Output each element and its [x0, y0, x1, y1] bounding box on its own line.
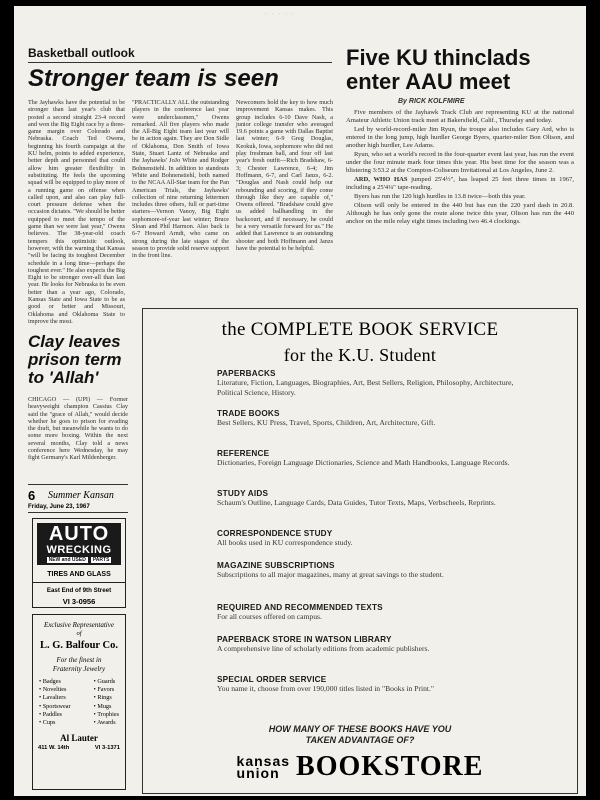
page-number: 6 [28, 488, 36, 503]
logo-union: union [236, 765, 280, 781]
bookstore-section-heading: REQUIRED AND RECOMMENDED TEXTS [217, 603, 383, 612]
bookstore-sections [217, 369, 537, 715]
balfour-item: • Lavaliers [39, 694, 66, 702]
bookstore-section-heading: STUDY AIDS [217, 489, 269, 498]
auto-line2: WRECKING [46, 544, 112, 556]
headline-clay: Clay leaves prison term to 'Allah' [28, 332, 122, 387]
bookstore-question [143, 724, 577, 746]
divider [28, 512, 128, 513]
auto-tag-row [37, 557, 121, 563]
kansas-union-mark [237, 755, 290, 779]
bookstore-section [217, 603, 537, 635]
thinclads-paragraph: jumped 25'4½", has leaped 25 feet three times in 1967, including a 25'4¼" tape-reading. [346, 176, 574, 191]
thinclads-article [346, 109, 574, 299]
bookstore-section-heading: PAPERBACKS [217, 369, 276, 378]
newspaper-page [14, 6, 586, 796]
divider [28, 62, 332, 63]
bookstore-section [217, 675, 537, 715]
bookstore-section-desc: Literature, Fiction, Languages, Biographies, Art, Best Sellers, Religion, Philosophy, Architecture, Political Science, History. [217, 378, 514, 397]
balfour-name: L. G. Balfour Co. [40, 640, 118, 651]
auto-line1: AUTO [48, 523, 110, 545]
paper-name: Summer Kansan [48, 490, 114, 501]
bookstore-section-desc: Subscriptions to all major magazines, many at great savings to the student. [217, 570, 444, 579]
byline: By RICK KOLFMIRE [398, 98, 465, 105]
balfour-item: • Cups [39, 719, 56, 727]
bookstore-section-heading: MAGAZINE SUBSCRIPTIONS [217, 561, 335, 570]
bookstore-section [217, 369, 537, 409]
bookstore-section-heading: CORRESPONDENCE STUDY [217, 529, 333, 538]
bookstore-section-heading: TRADE BOOKS [217, 409, 280, 418]
balfour-item: • Rings [93, 694, 112, 702]
thinclads-paragraph: Byers has run the 120 high hurdles in 13.8 twice—both this year. [354, 193, 526, 200]
bookstore-section [217, 489, 537, 529]
divider [28, 484, 128, 485]
balfour-item: • Mugs [93, 702, 112, 710]
balfour-items [33, 673, 125, 727]
auto-tires: TIRES AND GLASS [47, 571, 111, 578]
section-label-basketball: Basketball outlook [28, 46, 135, 60]
auto-phone: VI 3-0956 [62, 597, 96, 606]
article-column-1: The Jayhawks have the potential to be stronger than last year's club that posted a second straight 23-4 record and won the Big Eight race by a three-game margin over Colorado and Nebraska. Coach Ted Owens, beginning his fourth campaign at the KU helm, points to added experience, better depth and personnel that could allow him greater flexibility in substituting. He feels the upcoming squad will be equipped to play more of a running game on offense when called upon, and also can play full-court pressure defense when the occasion dictates. "We should be better equipped to meet the tempo of the game than we were last year," Owens believes. The 38-year-old coach tempers this optimistic outlook, however, with the warning that Kansas "will be facing its toughest December schedule in a long time—perhaps the toughest ever." He also expects the Big Eight to be stronger over-all than last year. He looks for Nebraska to be even better than a year ago, Colorado, Kansas State and Iowa State to be as good or better and Missouri, Oklahoma and Oklahoma State to improve the most. [28, 99, 125, 325]
bookstore-title-1: the COMPLETE BOOK SERVICE [221, 319, 499, 340]
bookstore-section [217, 529, 537, 561]
paragraph-lead: ARD, WHO HAS [354, 176, 408, 183]
headline-thinclads: Five KU thinclads enter AAU meet [346, 45, 531, 94]
bookstore-section [217, 409, 537, 449]
bookstore-section-desc: A comprehensive line of scholarly editions from academic publishers. [217, 644, 430, 653]
balfour-finest-2: Fraternity Jewelry [52, 665, 106, 673]
clay-article: CHICAGO — (UPI) — Former heavyweight champion Cassius Clay said the "grace of Allah," would decide whether he goes to prison for evading the draft, but meanwhile he wants to do some more boxing. Within the next several months, Clay told a news conference here Wednesday, he may fight Germany's Karl Mildenberger. [28, 396, 128, 462]
bookstore-section-desc: For all courses offered on campus. [217, 612, 322, 621]
balfour-finest-1: For the finest in [56, 656, 102, 664]
bookstore-section [217, 449, 537, 489]
bookstore-section-heading: REFERENCE [217, 449, 270, 458]
thinclads-paragraph: Ryun, who set a world's record in the four-quarter event last year, has run the event under the four minute mark four times this year. His best time for the season was a blistering 3:53.2 at the Compton-Coliseum Invitational at Los Angeles, June 2. [346, 151, 574, 174]
bookstore-title-2: for the K.U. Student [283, 345, 437, 365]
bookstore-section-desc: All books used in KU correspondence study. [217, 538, 353, 547]
bookstore-question-2: TAKEN ADVANTAGE OF? [305, 735, 415, 745]
bookstore-section [217, 635, 537, 675]
thinclads-paragraph: Five members of the Jayhawk Track Club are representing KU at the national Amateur Athletic Union track meet at Bakersfield, Calif., Thursday and today. [346, 109, 574, 124]
balfour-item: • Badges [39, 678, 61, 685]
bookstore-section [217, 561, 537, 603]
article-column-3: Newcomers hold the key to how much improvement Kansas makes. This group includes 6-10 Dave Nash, a junior college transfer who averaged 19.6 points a game with Dallas Baptist last winter; 6-9 Greg Douglas, Keokuk, Iowa, sophomore who did not play freshman ball, and four off last year's fresh outfit—Rich Bradshaw, 6-3; Chester Lawrence, 6-4; Jim Hoffmann, 6-7, and Carl Janzs, 6-2. "Douglas and Nash could help our rebounding and scoring, if they come through like they are capable of," Owens offered. "Bradshaw could give us added ballhandling in the backcourt, and if necessary, he could be a very versatile forward for us." He added that Lawrence is an outstanding shooter and both Hoffmann and Janzs have the potential to be helpful. [236, 99, 333, 252]
thinclads-paragraph: Olison will only be entered in the 440 but has run the 220 yard dash in 20.8. Although he has only gone the route alone twice this year, Olison has run the 440 anchor on the mile relay eight times including two 46.4 clockings. [346, 202, 574, 225]
bookstore-section-desc: You name it, choose from over 190,000 titles listed in "Books in Print." [217, 684, 434, 693]
auto-address: East End of 9th Street [46, 587, 112, 594]
balfour-contact: Al Lauter [60, 733, 98, 744]
balfour-item: • Paddles [39, 710, 62, 718]
bookstore-section-desc: Dictionaries, Foreign Language Dictionaries, Science and Math Handbooks, Language Records. [217, 458, 510, 467]
balfour-item: • Favors [93, 686, 115, 694]
thinclads-paragraph: Led by world-record-miler Jim Ryun, the troupe also includes Gary Ard, who is entered in the long jump, high hurdler George Byers, quarter-miler Bon Olison, and another high hurdler, Lee Adams. [346, 126, 574, 149]
balfour-ad [32, 614, 126, 790]
bookstore-question-1: HOW MANY OF THESE BOOKS HAVE YOU [268, 724, 452, 734]
balfour-items-left [39, 678, 71, 727]
balfour-item: • Awards [93, 719, 116, 727]
balfour-item: • Trophies [93, 710, 119, 718]
logo-kansas: kansas [236, 753, 291, 769]
auto-wrecking-ad [32, 518, 126, 608]
bookstore-ad [142, 308, 578, 794]
bookstore-section-heading: PAPERBACK STORE IN WATSON LIBRARY [217, 635, 392, 644]
issue-date: Friday, June 23, 1967 [28, 503, 90, 510]
balfour-address: 411 W. 14th [38, 745, 70, 752]
bookstore-wordmark: BOOKSTORE [296, 751, 484, 782]
balfour-rep: Exclusive Representative [44, 621, 114, 629]
bookstore-section-heading: SPECIAL ORDER SERVICE [217, 675, 327, 684]
bleed-through: · · · · · [264, 8, 295, 20]
balfour-contact-row [33, 743, 125, 751]
balfour-item: • Sportswear [39, 702, 71, 710]
balfour-phone: VI 3-1371 [94, 745, 120, 752]
balfour-items-right [94, 678, 119, 727]
auto-logo [37, 523, 121, 565]
balfour-item: • Novelties [39, 686, 67, 694]
bookstore-logo [143, 753, 577, 781]
headline-basketball: Stronger team is seen [28, 65, 279, 92]
article-column-2: "PRACTICALLY ALL the outstanding players in the conference last year were underclassmen," Owens remarked. All five players who made the All-Big Eight team last year will be in action again. They are Don Sidle of Oklahoma, Don Smith of Iowa State, Stuart Lantz of Nebraska and the Jayhawks' JoJo White and Rodger Bohnenstiehl. In addition to standouts White and Bohnenstiehl, both named to the NCAA All-Star team for the Pan American Trials, the Jayhawks' collection of nine returning lettermen includes three others, full or part-time starters—Vernon Vanoy, Big Eight sophomore-of-year last winter; Bruce Sloan and Phil Harmon. Also back is 6-7 Howard Arndt, who came on strong during the late stages of the season to provide solid reserve support in the front line. [132, 99, 229, 260]
auto-tag-left: NEW and USED [48, 557, 86, 563]
auto-tag-right: PARTS [92, 557, 110, 563]
balfour-of: of [76, 630, 82, 637]
balfour-item: • Guards [93, 678, 116, 685]
bookstore-section-desc: Best Sellers, KU Press, Travel, Sports, Children, Art, Architecture, Gift. [217, 418, 436, 427]
bookstore-section-desc: Schaum's Outline, Language Cards, Data Guides, Tutor Texts, Maps, Verbscheels, Reprints. [217, 498, 496, 507]
